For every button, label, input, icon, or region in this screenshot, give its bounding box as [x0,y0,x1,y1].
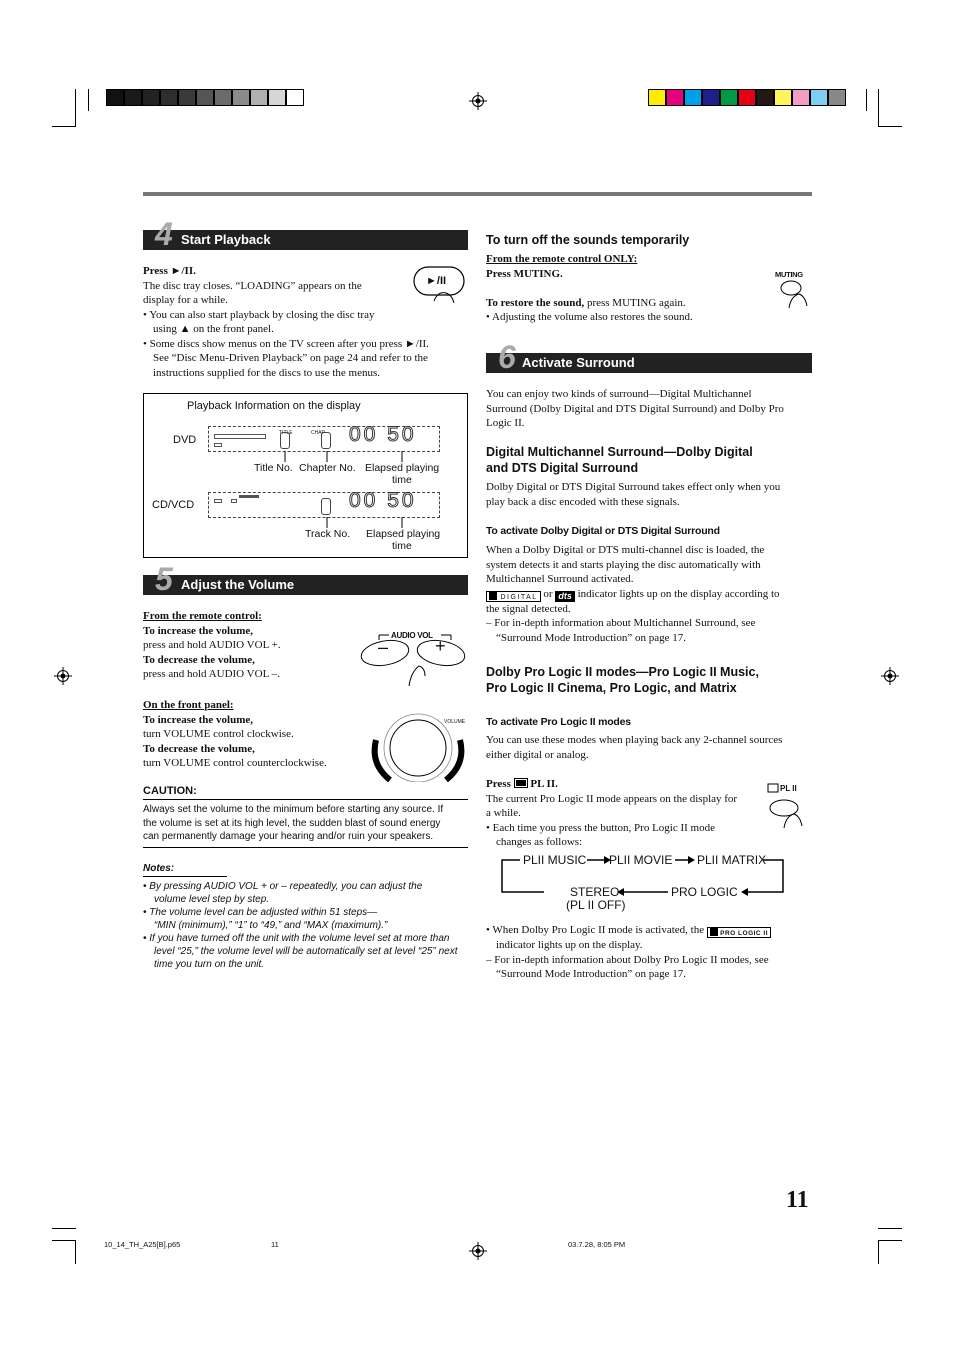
elapsed-caption: Elapsed playing [366,528,441,540]
dash-line: – For in-depth information about Dolby Pro Logic II modes, see [486,953,769,966]
note-line: • By pressing AUDIO VOL + or – repeatedly, you can adjust the [143,881,423,892]
bullet-line: • Each time you press the button, Pro Logic II mode [486,821,715,834]
notes-list [143,880,473,971]
text-line: The disc tray closes. “LOADING” appears on the [143,279,362,292]
page-number: 11 [786,1187,809,1213]
dash-line: “Surround Mode Introduction” on page 17. [496,968,687,980]
top-rule [143,192,812,196]
color-swatch [738,89,756,106]
sub-head: To increase the volume, [143,624,253,637]
text-line: Dolby Digital or DTS Digital Surround takes effect only when you [486,481,781,493]
flow-pl2-movie: PLII MOVIE [609,853,673,867]
play-pause-button-illustration [412,265,468,301]
dts-indicator-icon [555,591,575,602]
digital-multichannel-text [486,480,812,509]
color-swatch [106,89,124,106]
info-box-title: Playback Information on the display [187,400,361,412]
pro-logic-badge-text: PRO LOGIC II [720,930,769,937]
text-line: either digital or analog. [486,748,589,761]
color-swatch [666,89,684,106]
pl-ii-button-illustration [766,782,812,830]
color-swatch [124,89,142,106]
bullet-line: • You can also start playback by closing the disc tray [143,308,375,321]
section-number: 6 [498,339,516,375]
registration-mark-icon [881,667,899,685]
caution-rule [143,847,468,848]
section-title: Activate Surround [522,355,635,370]
text-line: You can use these modes when playing back any 2-channel sources [486,734,783,746]
color-swatch [792,89,810,106]
bullet-line: • When Dolby Pro Logic II mode is activated, the [486,924,705,936]
registration-mark-icon [469,92,487,110]
caution-text [143,803,468,844]
color-swatch [250,89,268,106]
section-number: 4 [155,216,173,252]
text-line: When a Dolby Digital or DTS multi-channel disc is loaded, the [486,544,765,556]
heading-line: and DTS Digital Surround [486,461,639,475]
press-label: PL II. [530,778,558,790]
text-line: can permanently damage your hearing and/or ruin your speakers. [143,831,434,842]
text-line: play back a disc encoded with these signals. [486,495,680,508]
footer-timestamp: 03.7.28, 8:05 PM [568,1240,626,1249]
text-line: or [543,587,553,600]
color-swatch [810,89,828,106]
text-line: Logic II. [486,417,525,429]
activate-dd-heading: To activate Dolby Digital or DTS Digital Surround [486,525,720,537]
notes-rule [143,876,227,877]
pro-logic-notes [486,923,816,982]
text-line: press MUTING again. [584,296,686,309]
muting-button-icon [775,268,815,310]
volume-knob-illustration [368,710,468,782]
digital-badge-text: DIGITAL [500,593,538,601]
note-line: level “25,” the volume level will be automatically set at level “25” next [154,946,458,957]
section-5-header [143,561,468,597]
cd-vcd-label: CD/VCD [152,499,195,511]
time-caption: time [392,474,412,486]
sub-head: To increase the volume, [143,713,253,726]
elapsed-caption: Elapsed playing [365,462,440,474]
title-no-caption: Title No. [254,462,293,474]
press-muting: Press MUTING. [486,267,563,280]
plus-label: + [435,636,446,656]
dash-line: “Surround Mode Introduction” on page 17. [496,631,687,644]
color-swatch [648,89,666,106]
color-swatch [232,89,250,106]
muting-label: MUTING [775,270,803,279]
digital-multichannel-heading [486,444,812,476]
note-line: • If you have turned off the unit with the volume level set at more than [143,933,450,944]
volume-buttons-icon [357,628,469,688]
pl-ii-button-icon [766,782,812,830]
text-line: indicator lights up on the display according to [577,587,780,600]
muting-heading: To turn off the sounds temporarily [486,233,690,247]
color-swatch [702,89,720,106]
heading-line: Digital Multichannel Surround—Dolby Digital [486,445,753,459]
color-swatch [720,89,738,106]
volume-knob-icon [368,710,468,782]
pl-ii-label: PL II [780,784,797,793]
bullet-line: using ▲ on the front panel. [153,323,274,335]
remote-head: From the remote control: [143,610,262,622]
button-label: ►/II [426,275,447,287]
heading-line: Dolby Pro Logic II modes—Pro Logic II Music, [486,665,759,679]
text-line: Always set the volume to the minimum before starting any source. If [143,804,444,815]
pro-logic-ii-indicator-icon [707,927,771,938]
bullet-line: • Adjusting the volume also restores the sound. [486,311,693,323]
activate-pl-text [486,733,812,762]
notes-heading: Notes: [143,863,175,874]
text-line: turn VOLUME control clockwise. [143,728,294,740]
bullet-line: See “Disc Menu-Driven Playback” on page 24 and refer to the [153,352,428,364]
section-title: Start Playback [181,232,271,247]
text-line: press and hold AUDIO VOL +. [143,639,281,651]
color-swatch [828,89,846,106]
section-6-header [486,339,812,375]
color-swatch [160,89,178,106]
panel-head: On the front panel: [143,699,234,711]
knob-label: VOLUME [444,719,466,725]
time-caption: time [392,540,412,552]
text-line: The current Pro Logic II mode appears on the display for [486,792,738,805]
text-line: press and hold AUDIO VOL –. [143,668,280,680]
flow-pro-logic: PRO LOGIC [671,885,738,899]
text-line: display for a while. [143,294,228,306]
text-line: You can enjoy two kinds of surround—Digital Multichannel [486,388,752,400]
text-line: Surround (Dolby Digital and DTS Digital Surround) and Dolby Pro [486,402,784,415]
text-line: a while. [486,807,521,819]
color-swatch [684,89,702,106]
surround-intro [486,387,812,431]
dts-badge-text: dts [558,590,572,601]
dolby-dd-icon [514,778,528,788]
press-label: Press [486,778,511,790]
muting-button-illustration [775,268,815,310]
dolby-digital-indicator-icon [486,591,541,602]
remote-only: From the remote control ONLY: [486,253,638,265]
color-swatch [756,89,774,106]
color-swatch [774,89,792,106]
caution-rule [143,799,468,800]
text-line: the volume is set at its high level, the sudden blast of sound energy [143,817,441,829]
text-line: Multichannel Surround activated. [486,573,634,585]
color-swatch [268,89,286,106]
panel-volume-text [143,698,363,771]
flow-pl2-music: PLII MUSIC [523,853,587,867]
text-line: turn VOLUME control counterclockwise. [143,757,327,769]
playback-info-box [143,393,468,558]
bullet-line: • Some discs show menus on the TV screen after you press ►/II. [143,337,429,350]
text-line: the signal detected. [486,602,571,615]
note-line: “MIN (minimum),” “1” to “49,” and “MAX (maximum).” [154,920,388,931]
section-title: Adjust the Volume [181,577,295,592]
flow-pl2-off: (PL II OFF) [566,898,626,912]
remote-volume-text [143,609,363,682]
registration-mark-icon [54,667,72,685]
press-play-label: Press ►/II. [143,265,196,277]
note-line: volume level step by step. [154,894,270,905]
pro-logic-heading [486,664,816,696]
press-pl-text [486,777,766,850]
note-line: time you turn on the unit. [154,959,265,970]
footer-page: 11 [271,1240,279,1249]
bullet-line: changes as follows: [496,836,583,848]
time-digits: 00 50 [349,423,417,446]
section-4-header [143,216,468,252]
track-no-caption: Track No. [305,528,351,540]
muting-text [486,252,766,325]
sub-head: To decrease the volume, [143,742,255,755]
text-line: system detects it and starts playing the disc automatically with [486,558,761,571]
chapter-no-caption: Chapter No. [299,462,356,474]
flow-stereo: STEREO [570,885,620,899]
color-swatch [214,89,232,106]
chap-tag: CHAP [311,430,325,436]
activate-dd-text [486,543,816,645]
minus-label: – [378,637,389,657]
audio-vol-label: AUDIO VOL [391,631,433,640]
flow-pl2-matrix: PLII MATRIX [697,853,767,867]
activate-pl-heading: To activate Pro Logic II modes [486,716,631,728]
color-swatch [196,89,214,106]
color-swatch [178,89,196,106]
time-digits: 00 50 [349,489,417,512]
footer-file: 10_14_TH_A25[B].p65 [104,1240,181,1249]
section-number: 5 [155,561,173,597]
bullet-line: instructions supplied for the discs to use the menus. [153,366,380,379]
sub-head: To decrease the volume, [143,653,255,666]
dash-line: – For in-depth information about Multichannel Surround, see [486,617,756,629]
caution-heading: CAUTION: [143,785,197,797]
heading-line: Pro Logic II Cinema, Pro Logic, and Matrix [486,681,737,695]
registration-mark-icon [469,1242,487,1260]
restore-head: To restore the sound, [486,296,585,309]
audio-vol-buttons-illustration [357,628,469,688]
bullet-line: indicator lights up on the display. [496,939,643,951]
color-swatch [286,89,304,106]
dvd-label: DVD [173,434,197,446]
color-swatch [142,89,160,106]
note-line: • The volume level can be adjusted within 51 steps— [143,907,378,918]
title-tag: TITLE [279,430,293,436]
